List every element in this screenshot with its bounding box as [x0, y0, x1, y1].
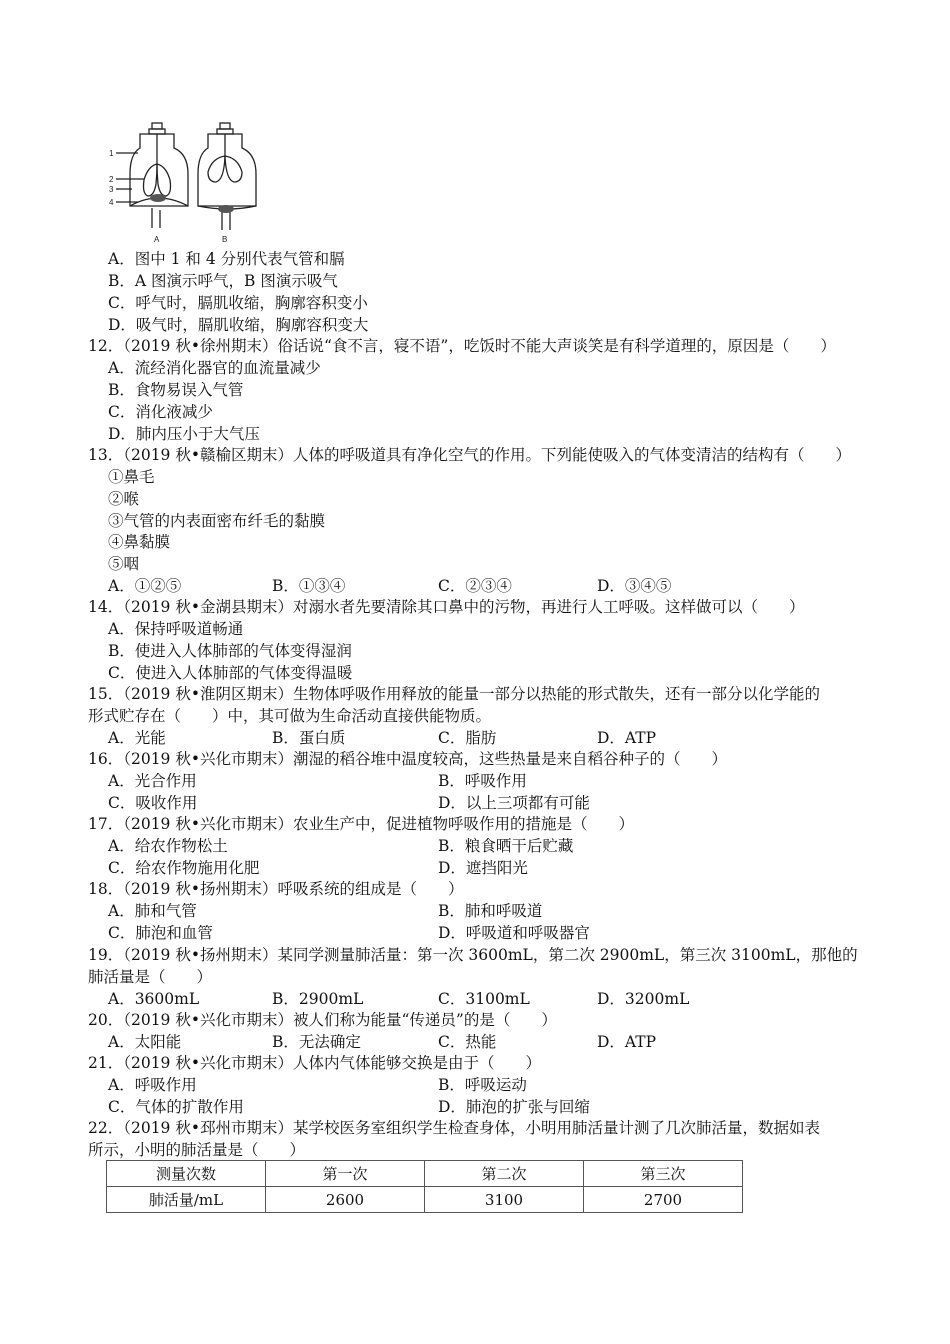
- q21-option-b: B．呼吸运动: [438, 1076, 527, 1094]
- table-header-cell: 第一次: [266, 1161, 425, 1187]
- q20-stem: 20．（2019 秋•兴化市期末）被人们称为能量“传递员”的是（ ）: [88, 1011, 557, 1029]
- q16-option-a: A．光合作用: [108, 772, 197, 790]
- q19-option-a: A．3600mL: [108, 990, 200, 1008]
- q13-stem: 13．（2019 秋•赣榆区期末）人体的呼吸道具有净化空气的作用。下列能使吸入的气体变清洁的结构有（ ）: [88, 446, 851, 464]
- q17-option-d: D．遮挡阳光: [438, 859, 528, 877]
- q15-option-b: B．蛋白质: [272, 729, 346, 747]
- q21-option-a: A．呼吸作用: [108, 1076, 197, 1094]
- q21-option-d: D．肺泡的扩张与回缩: [438, 1098, 590, 1116]
- q11-option-a: A．图中 1 和 4 分别代表气管和膈: [108, 250, 345, 268]
- q16-option-d: D．以上三项都有可能: [438, 794, 590, 812]
- q15-stem-cont: 形式贮存在（ ）中，其可做为生命活动直接供能物质。: [88, 707, 492, 725]
- q17-stem: 17．（2019 秋•兴化市期末）农业生产中，促进植物呼吸作用的措施是（ ）: [88, 815, 634, 833]
- q19-option-d: D．3200mL: [597, 990, 690, 1008]
- figure-label: 3: [109, 185, 114, 194]
- q17-option-c: C．给农作物施用化肥: [108, 859, 260, 877]
- q20-option-b: B．无法确定: [272, 1033, 361, 1051]
- q16-option-b: B．呼吸作用: [438, 772, 527, 790]
- q11-option-b: B．A 图演示呼气，B 图演示吸气: [108, 272, 338, 290]
- q18-option-d: D．呼吸道和呼吸器官: [438, 924, 590, 942]
- q18-option-c: C．肺泡和血管: [108, 924, 213, 942]
- hand-icon: [218, 205, 234, 213]
- q15-option-d: D．ATP: [597, 729, 657, 747]
- q20-option-c: C．热能: [438, 1033, 497, 1051]
- bell-jar-lung-model-figure: [108, 118, 270, 246]
- q13-item: ①鼻毛: [108, 468, 155, 486]
- q12-option-c: C．消化液减少: [108, 403, 213, 421]
- q12-option-a: A．流经消化器官的血流量减少: [108, 359, 321, 377]
- figure-label: 4: [109, 198, 114, 207]
- q12-stem: 12．（2019 秋•徐州期末）俗话说“食不言，寝不语”，吃饭时不能大声谈笑是有科学道理的，原因是（ ）: [88, 337, 836, 355]
- q19-option-c: C．3100mL: [438, 990, 530, 1008]
- q13-item: ④鼻黏膜: [108, 533, 171, 551]
- q13-item: ⑤咽: [108, 555, 140, 573]
- q17-option-a: A．给农作物松土: [108, 837, 228, 855]
- q12-option-b: B．食物易误入气管: [108, 381, 244, 399]
- q19-stem: 19．（2019 秋•扬州期末）某同学测量肺活量：第一次 3600mL，第二次 2900mL，第三次 3100mL，那他的: [88, 946, 858, 964]
- q20-option-d: D．ATP: [597, 1033, 657, 1051]
- q18-option-b: B．肺和呼吸道: [438, 902, 543, 920]
- table-header-row: [107, 1161, 743, 1187]
- q18-option-a: A．肺和气管: [108, 902, 197, 920]
- table-header-cell: 测量次数: [107, 1161, 266, 1187]
- q13-item: ③气管的内表面密布纤毛的黏膜: [108, 512, 326, 530]
- q13-option-b: B．①③④: [272, 577, 346, 595]
- q14-option-a: A．保持呼吸道畅通: [108, 620, 244, 638]
- q21-stem: 21．（2019 秋•兴化市期末）人体内气体能够交换是由于（ ）: [88, 1054, 541, 1072]
- hand-icon: [150, 194, 166, 202]
- table-header-cell: 第三次: [584, 1161, 743, 1187]
- q18-stem: 18．（2019 秋•扬州期末）呼吸系统的组成是（ ）: [88, 880, 464, 898]
- table-header-cell: 第二次: [425, 1161, 584, 1187]
- figure-label: 2: [109, 175, 114, 184]
- q20-option-a: A．太阳能: [108, 1033, 182, 1051]
- q11-option-d: D．吸气时，膈肌收缩，胸廓容积变大: [108, 316, 369, 334]
- bell-jar-a: [130, 123, 188, 228]
- table-row: [107, 1187, 743, 1213]
- q16-option-c: C．吸收作用: [108, 794, 198, 812]
- figure-caption-a: A: [154, 235, 160, 244]
- table-cell: 肺活量/mL: [107, 1187, 266, 1213]
- q13-option-d: D．③④⑤: [597, 577, 672, 595]
- q13-option-c: C．②③④: [438, 577, 512, 595]
- lung-capacity-table: [106, 1160, 743, 1213]
- q14-option-c: C．使进入人体肺部的气体变得温暖: [108, 664, 353, 682]
- q12-option-d: D．肺内压小于大气压: [108, 425, 260, 443]
- q19-option-b: B．2900mL: [272, 990, 364, 1008]
- table-cell: 2600: [266, 1187, 425, 1213]
- q21-option-c: C．气体的扩散作用: [108, 1098, 244, 1116]
- q14-option-b: B．使进入人体肺部的气体变得湿润: [108, 642, 352, 660]
- q13-option-a: A．①②⑤: [108, 577, 182, 595]
- table-cell: 2700: [584, 1187, 743, 1213]
- q19-stem-cont: 肺活量是（ ）: [88, 968, 213, 986]
- q15-stem: 15．（2019 秋•淮阴区期末）生物体呼吸作用释放的能量一部分以热能的形式散失，还有一部分以化学能的: [88, 685, 820, 703]
- q17-option-b: B．粮食晒干后贮藏: [438, 837, 574, 855]
- q16-stem: 16．（2019 秋•兴化市期末）潮湿的稻谷堆中温度较高，这些热量是来自稻谷种子的（ ）: [88, 750, 727, 768]
- q22-stem-cont: 所示，小明的肺活量是（ ）: [88, 1141, 306, 1159]
- q14-stem: 14．（2019 秋•金湖县期末）对溺水者先要清除其口鼻中的污物，再进行人工呼吸。这样做可以（ ）: [88, 598, 805, 616]
- table-cell: 3100: [425, 1187, 584, 1213]
- figure-label: 1: [109, 149, 114, 158]
- q13-item: ②喉: [108, 490, 140, 508]
- bell-jar-b: [198, 123, 256, 230]
- q15-option-c: C．脂肪: [438, 729, 497, 747]
- q11-option-c: C．呼气时，膈肌收缩，胸廓容积变小: [108, 294, 368, 312]
- q15-option-a: A．光能: [108, 729, 166, 747]
- figure-caption-b: B: [222, 235, 228, 244]
- q22-stem: 22．（2019 秋•邳州市期末）某学校医务室组织学生检查身体，小明用肺活量计测了几次肺活量，数据如表: [88, 1119, 820, 1137]
